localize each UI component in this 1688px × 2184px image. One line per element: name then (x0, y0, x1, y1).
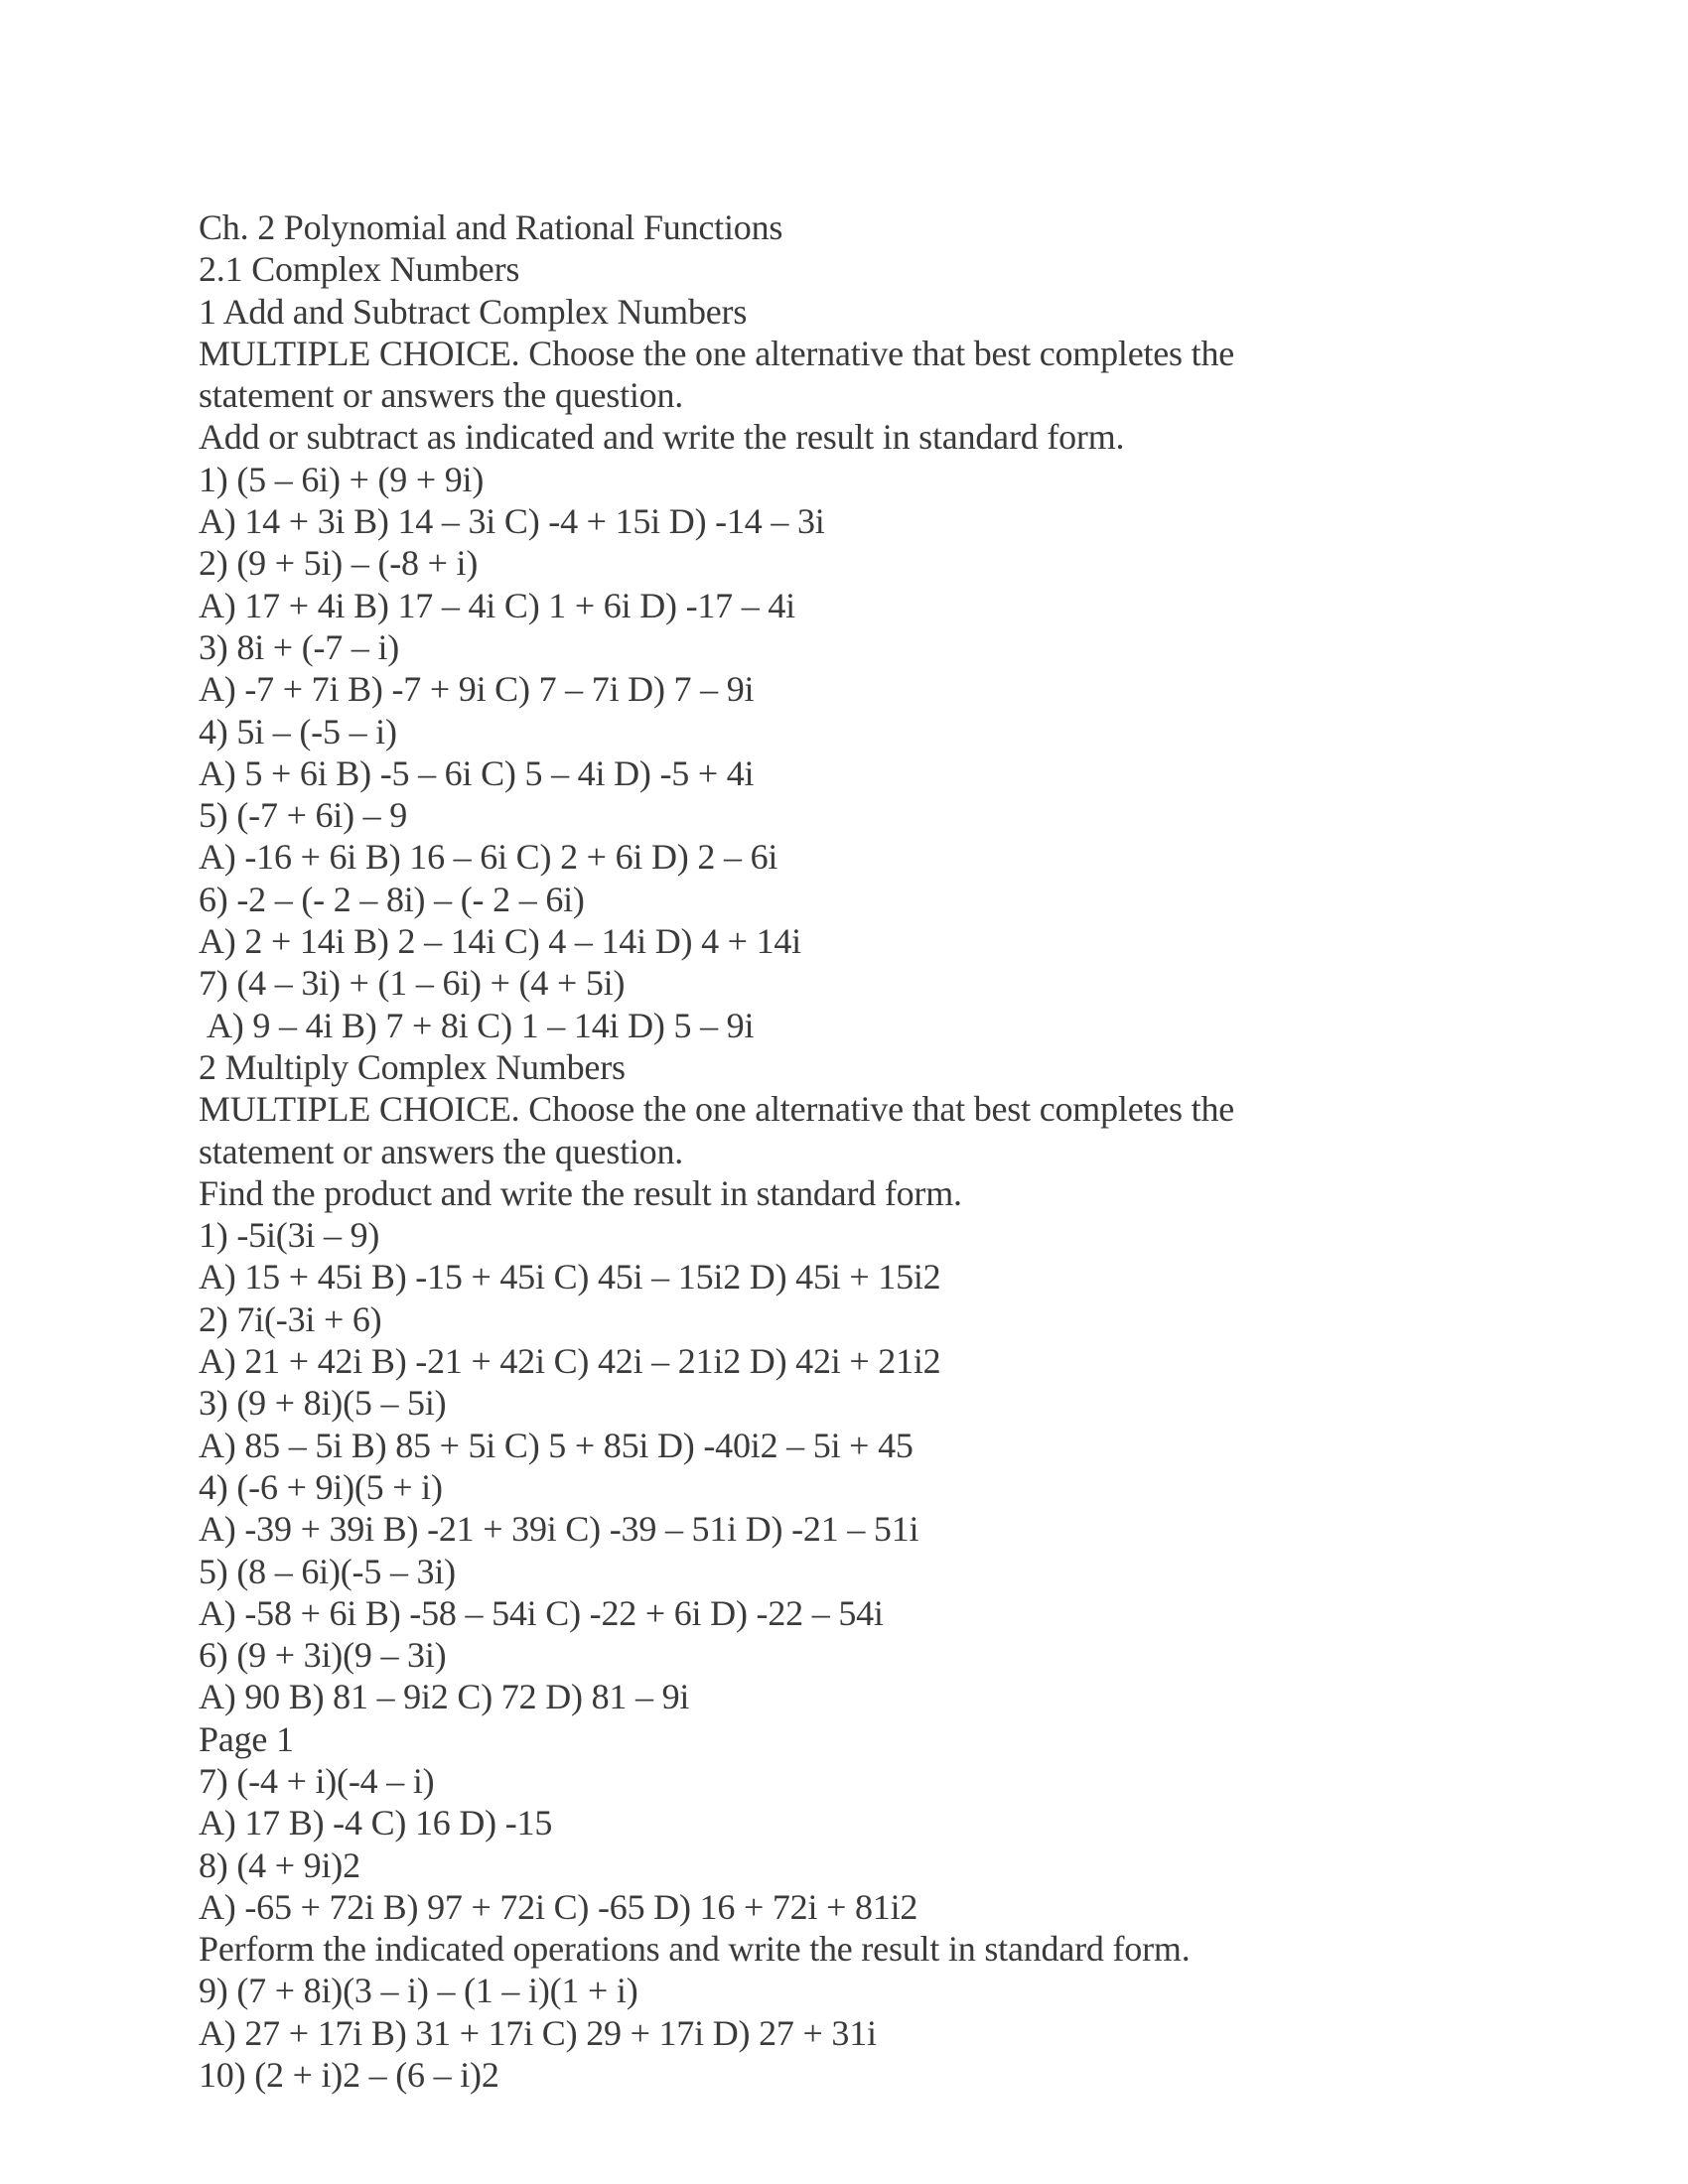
answer-choices: A) 5 + 6i B) -5 – 6i C) 5 – 4i D) -5 + 4i (199, 752, 755, 793)
answer-choices: A) 15 + 45i B) -15 + 45i C) 45i – 15i2 D) 45i + 15i2 (199, 1257, 941, 1297)
answer-choices: A) -39 + 39i B) -21 + 39i C) -39 – 51i D) -21 – 51i (199, 1509, 919, 1550)
directions: Perform the indicated operations and write the result in standard form. (199, 1929, 1191, 1970)
question-prompt: 7) (-4 + i)(-4 – i) (199, 1760, 435, 1801)
section-title: 2.1 Complex Numbers (199, 249, 520, 290)
answer-choices: A) 85 – 5i B) 85 + 5i C) 5 + 85i D) -40i2 – 5i + 45 (199, 1425, 914, 1465)
question-prompt: 6) (9 + 3i)(9 – 3i) (199, 1635, 447, 1676)
answer-choices: A) 27 + 17i B) 31 + 17i C) 29 + 17i D) 27 + 31i (199, 2012, 877, 2053)
subsection-heading: 1 Add and Subtract Complex Numbers (199, 291, 748, 332)
answer-choices: A) -58 + 6i B) -58 – 54i C) -22 + 6i D) -22 – 54i (199, 1592, 884, 1633)
instructions: MULTIPLE CHOICE. Choose the one alternative that best completes the (199, 333, 1235, 373)
question-prompt: 6) -2 – (- 2 – 8i) – (- 2 – 6i) (199, 879, 585, 919)
directions: Find the product and write the result in standard form. (199, 1172, 962, 1213)
chapter-title: Ch. 2 Polynomial and Rational Functions (199, 207, 783, 247)
question-prompt: 4) (-6 + 9i)(5 + i) (199, 1466, 443, 1507)
question-prompt: 10) (2 + i)2 – (6 – i)2 (199, 2055, 499, 2096)
instructions: statement or answers the question. (199, 375, 684, 416)
question-prompt: 3) (9 + 8i)(5 – 5i) (199, 1383, 447, 1424)
answer-choices: A) 21 + 42i B) -21 + 42i C) 42i – 21i2 D) 42i + 21i2 (199, 1341, 941, 1382)
answer-choices: A) 2 + 14i B) 2 – 14i C) 4 – 14i D) 4 + 14i (199, 921, 801, 962)
question-prompt: 9) (7 + 8i)(3 – i) – (1 – i)(1 + i) (199, 1971, 638, 2011)
question-prompt: 1) (5 – 6i) + (9 + 9i) (199, 459, 485, 499)
answer-choices: A) -7 + 7i B) -7 + 9i C) 7 – 7i D) 7 – 9i (199, 669, 755, 710)
answer-choices: A) 17 + 4i B) 17 – 4i C) 1 + 6i D) -17 – 4i (199, 585, 795, 625)
question-prompt: 5) (8 – 6i)(-5 – 3i) (199, 1551, 456, 1591)
question-prompt: 8) (4 + 9i)2 (199, 1844, 360, 1885)
question-prompt: 2) (9 + 5i) – (-8 + i) (199, 543, 479, 584)
question-prompt: 2) 7i(-3i + 6) (199, 1298, 382, 1339)
instructions: MULTIPLE CHOICE. Choose the one alternative that best completes the (199, 1089, 1235, 1130)
answer-choices: A) 90 B) 81 – 9i2 C) 72 D) 81 – 9i (199, 1677, 690, 1717)
subsection-heading: 2 Multiply Complex Numbers (199, 1046, 626, 1087)
question-prompt: 5) (-7 + 6i) – 9 (199, 795, 408, 836)
question-prompt: 3) 8i + (-7 – i) (199, 626, 400, 667)
question-prompt: 1) -5i(3i – 9) (199, 1215, 380, 1256)
answer-choices: A) 9 – 4i B) 7 + 8i C) 1 – 14i D) 5 – 9i (207, 1005, 755, 1045)
answer-choices: A) -65 + 72i B) 97 + 72i C) -65 D) 16 + 72i + 81i2 (199, 1886, 918, 1927)
directions: Add or subtract as indicated and write the result in standard form. (199, 417, 1125, 458)
page-label: Page 1 (199, 1718, 294, 1759)
answer-choices: A) 17 B) -4 C) 16 D) -15 (199, 1803, 553, 1843)
question-prompt: 7) (4 – 3i) + (1 – 6i) + (4 + 5i) (199, 963, 626, 1004)
answer-choices: A) 14 + 3i B) 14 – 3i C) -4 + 15i D) -14 – 3i (199, 501, 825, 542)
answer-choices: A) -16 + 6i B) 16 – 6i C) 2 + 6i D) 2 – 6i (199, 837, 778, 878)
question-prompt: 4) 5i – (-5 – i) (199, 711, 397, 751)
instructions: statement or answers the question. (199, 1131, 684, 1171)
document-page (199, 206, 1489, 2096)
